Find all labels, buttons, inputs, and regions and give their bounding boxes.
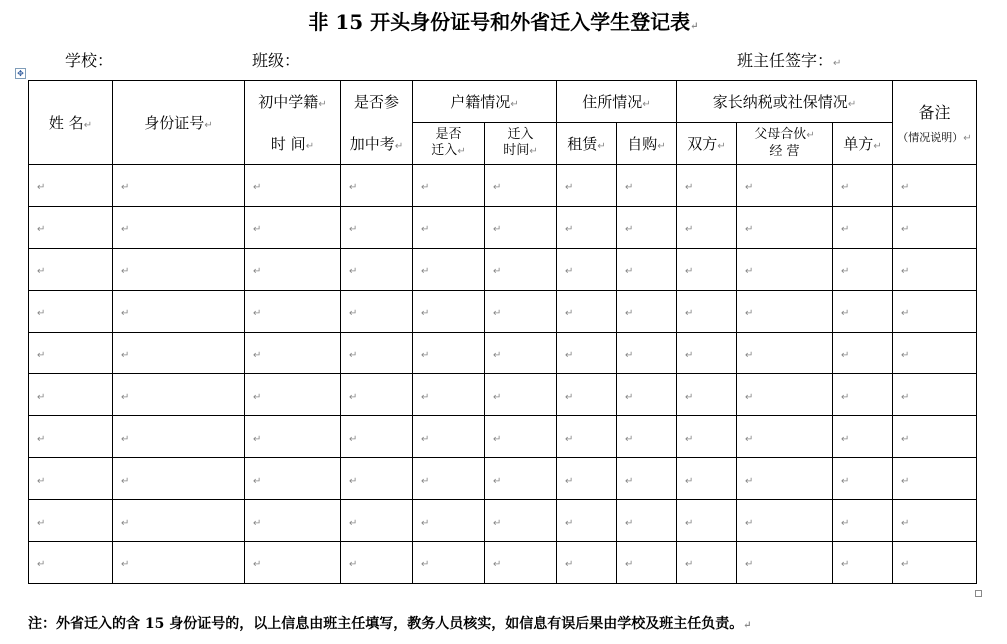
remarks-sub: （情况说明）↵ (897, 131, 972, 144)
paragraph-mark: ↵ (901, 308, 910, 320)
table-move-handle-icon[interactable]: ✥ (15, 68, 26, 79)
paragraph-mark: ↵ (625, 350, 634, 361)
table-cell[interactable] (677, 374, 737, 416)
paragraph-mark: ↵ (841, 308, 850, 320)
header-rent: 租赁↵ (557, 123, 617, 165)
table-cell[interactable] (677, 248, 737, 290)
teacher-sign-text: 班主任签字： (737, 51, 834, 70)
table-cell[interactable] (485, 332, 557, 374)
paragraph-mark: ↵ (253, 475, 262, 487)
footnote: 注：外省迁入的含 15 身份证号的，以上信息由班主任填写，教务人员核实，如信息有误后果由学校及班主任负责。↵ (28, 616, 752, 632)
paragraph-mark: ↵ (565, 433, 574, 445)
table-cell[interactable] (737, 248, 833, 290)
paragraph-mark: ↵ (565, 350, 574, 361)
paragraph-mark: ↵ (349, 224, 358, 236)
paragraph-mark: ↵ (37, 433, 46, 445)
header-parent-tax: 家长纳税或社保情况↵ (677, 81, 893, 123)
paragraph-mark: ↵ (685, 559, 694, 571)
paragraph-mark: ↵ (841, 266, 850, 278)
title-text: 非 15 开头身份证号和外省迁入学生登记表 (308, 10, 691, 34)
remarks-label: 备注 (918, 103, 951, 122)
paragraph-mark: ↵ (493, 182, 502, 194)
header-name: 姓 名↵ (29, 81, 113, 165)
table-cell[interactable] (557, 248, 617, 290)
paragraph-mark: ↵ (37, 350, 46, 361)
paragraph-mark: ↵ (493, 266, 502, 278)
table-cell[interactable] (113, 165, 245, 207)
paragraph-mark: ↵ (121, 266, 130, 278)
table-cell[interactable] (113, 542, 245, 584)
table-cell[interactable] (29, 500, 113, 542)
paragraph-mark: ↵ (565, 224, 574, 236)
paragraph-mark: ↵ (421, 182, 430, 194)
paragraph-mark: ↵ (745, 433, 754, 445)
table-cell[interactable] (737, 290, 833, 332)
table-cell[interactable] (833, 416, 893, 458)
table-cell[interactable] (341, 542, 413, 584)
table-cell[interactable] (341, 416, 413, 458)
paragraph-mark: ↵ (901, 559, 910, 571)
table-cell[interactable] (737, 458, 833, 500)
table-cell[interactable] (113, 290, 245, 332)
teacher-sign-label (737, 48, 841, 71)
table-row (29, 542, 977, 584)
table-cell[interactable] (341, 248, 413, 290)
table-cell[interactable] (893, 416, 977, 458)
paragraph-mark: ↵ (745, 391, 754, 403)
paragraph-mark: ↵ (745, 517, 754, 529)
table-cell[interactable] (29, 416, 113, 458)
paragraph-mark: ↵ (625, 517, 634, 529)
table-cell[interactable] (833, 500, 893, 542)
paragraph-mark: ↵ (121, 350, 130, 361)
paragraph-mark: ↵ (685, 350, 694, 361)
table-cell[interactable] (341, 332, 413, 374)
paragraph-mark: ↵ (493, 224, 502, 236)
paragraph-mark: ↵ (901, 224, 910, 236)
table-cell[interactable] (245, 542, 341, 584)
paragraph-mark: ↵ (349, 475, 358, 487)
paragraph-mark: ↵ (625, 308, 634, 320)
table-cell[interactable] (893, 500, 977, 542)
paragraph-mark: ↵ (685, 475, 694, 487)
paragraph-mark: ↵ (841, 224, 850, 236)
table-cell[interactable] (893, 290, 977, 332)
table-cell[interactable] (245, 458, 341, 500)
table-cell[interactable] (245, 290, 341, 332)
table-cell[interactable] (833, 165, 893, 207)
paragraph-mark: ↵ (833, 58, 842, 69)
table-cell[interactable] (341, 165, 413, 207)
paragraph-mark: ↵ (625, 433, 634, 445)
paragraph-mark: ↵ (493, 475, 502, 487)
paragraph-mark: ↵ (121, 475, 130, 487)
paragraph-mark: ↵ (745, 266, 754, 278)
table-cell[interactable] (29, 542, 113, 584)
table-cell[interactable] (557, 332, 617, 374)
registration-table (28, 80, 977, 584)
table-cell[interactable] (29, 290, 113, 332)
paragraph-mark: ↵ (37, 559, 46, 571)
table-row (29, 416, 977, 458)
paragraph-mark: ↵ (901, 266, 910, 278)
table-cell[interactable] (893, 248, 977, 290)
paragraph-mark: ↵ (421, 350, 430, 361)
paragraph-mark: ↵ (625, 182, 634, 194)
paragraph-mark: ↵ (493, 350, 502, 361)
paragraph-mark: ↵ (421, 433, 430, 445)
table-row (29, 374, 977, 416)
paragraph-mark: ↵ (745, 182, 754, 194)
table-cell[interactable] (557, 542, 617, 584)
paragraph-mark: ↵ (565, 266, 574, 278)
paragraph-mark: ↵ (421, 391, 430, 403)
table-cell[interactable] (617, 374, 677, 416)
table-cell[interactable] (893, 458, 977, 500)
table-cell[interactable] (833, 542, 893, 584)
table-cell[interactable] (617, 332, 677, 374)
table-cell[interactable] (341, 500, 413, 542)
paragraph-mark: ↵ (349, 182, 358, 194)
paragraph-mark: ↵ (253, 350, 262, 361)
paragraph-mark: ↵ (37, 266, 46, 278)
table-cell[interactable] (245, 332, 341, 374)
table-cell[interactable] (413, 248, 485, 290)
table-cell[interactable] (617, 416, 677, 458)
paragraph-mark: ↵ (625, 559, 634, 571)
paragraph-mark: ↵ (37, 224, 46, 236)
paragraph-mark: ↵ (253, 517, 262, 529)
table-resize-handle-icon[interactable] (975, 590, 982, 597)
paragraph-mark: ↵ (253, 224, 262, 236)
paragraph-mark: ↵ (37, 308, 46, 320)
table-row (29, 165, 977, 207)
table-cell[interactable] (677, 416, 737, 458)
header-row-1 (29, 81, 977, 123)
table-cell[interactable] (341, 374, 413, 416)
table-cell[interactable] (617, 248, 677, 290)
table-cell[interactable] (485, 165, 557, 207)
paragraph-mark: ↵ (745, 475, 754, 487)
paragraph-mark: ↵ (121, 559, 130, 571)
table-cell[interactable] (113, 332, 245, 374)
paragraph-mark: ↵ (421, 517, 430, 529)
table-cell[interactable] (557, 165, 617, 207)
table-cell[interactable] (413, 206, 485, 248)
paragraph-mark: ↵ (565, 391, 574, 403)
table-cell[interactable] (617, 290, 677, 332)
table-row (29, 458, 977, 500)
paragraph-mark: ↵ (253, 182, 262, 194)
table-cell[interactable] (485, 458, 557, 500)
table-cell[interactable] (833, 458, 893, 500)
paragraph-mark: ↵ (121, 308, 130, 320)
paragraph-mark: ↵ (685, 224, 694, 236)
table-cell[interactable] (893, 374, 977, 416)
table-cell[interactable] (677, 458, 737, 500)
table-cell[interactable] (557, 458, 617, 500)
school-label: 学校： (65, 51, 114, 70)
paragraph-mark: ↵ (493, 391, 502, 403)
table-cell[interactable] (557, 290, 617, 332)
table-cell[interactable] (737, 165, 833, 207)
header-own: 自购↵ (617, 123, 677, 165)
table-cell[interactable] (113, 248, 245, 290)
paragraph-mark: ↵ (493, 308, 502, 320)
table-cell[interactable] (893, 206, 977, 248)
paragraph-mark: ↵ (841, 559, 850, 571)
table-row (29, 248, 977, 290)
paragraph-mark: ↵ (901, 433, 910, 445)
table-cell[interactable] (341, 206, 413, 248)
table-cell[interactable] (245, 416, 341, 458)
table-cell[interactable] (677, 206, 737, 248)
paragraph-mark: ↵ (37, 391, 46, 403)
table-cell[interactable] (737, 374, 833, 416)
table-cell[interactable] (737, 500, 833, 542)
table-cell[interactable] (617, 542, 677, 584)
paragraph-mark: ↵ (121, 224, 130, 236)
paragraph-mark: ↵ (901, 350, 910, 361)
table-cell[interactable] (413, 290, 485, 332)
paragraph-mark: ↵ (841, 350, 850, 361)
paragraph-mark: ↵ (625, 475, 634, 487)
header-hukou-migrated: 是否 迁入↵ (413, 123, 485, 165)
table-cell[interactable] (413, 416, 485, 458)
table-cell[interactable] (485, 542, 557, 584)
table-cell[interactable] (413, 332, 485, 374)
paragraph-mark: ↵ (37, 517, 46, 529)
table-cell[interactable] (617, 458, 677, 500)
paragraph-mark: ↵ (690, 21, 699, 32)
paragraph-mark: ↵ (349, 391, 358, 403)
table-cell[interactable] (341, 458, 413, 500)
paragraph-mark: ↵ (685, 182, 694, 194)
table-cell[interactable] (737, 206, 833, 248)
paragraph-mark: ↵ (565, 475, 574, 487)
paragraph-mark: ↵ (745, 224, 754, 236)
table-cell[interactable] (557, 374, 617, 416)
paragraph-mark: ↵ (121, 433, 130, 445)
table-cell[interactable] (677, 165, 737, 207)
paragraph-mark: ↵ (565, 308, 574, 320)
paragraph-mark: ↵ (253, 559, 262, 571)
header-remarks (893, 81, 977, 165)
paragraph-mark: ↵ (565, 517, 574, 529)
header-id-number: 身份证号↵ (113, 81, 245, 165)
header-residence: 住所情况↵ (557, 81, 677, 123)
table-row (29, 206, 977, 248)
table-cell[interactable] (245, 500, 341, 542)
table-cell[interactable] (341, 290, 413, 332)
table-cell[interactable] (413, 374, 485, 416)
table-cell[interactable] (677, 290, 737, 332)
paragraph-mark: ↵ (625, 266, 634, 278)
paragraph-mark: ↵ (421, 308, 430, 320)
paragraph-mark: ↵ (841, 391, 850, 403)
paragraph-mark: ↵ (253, 308, 262, 320)
table-cell[interactable] (677, 542, 737, 584)
table-cell[interactable] (113, 500, 245, 542)
paragraph-mark: ↵ (421, 559, 430, 571)
table-cell[interactable] (413, 165, 485, 207)
table-cell[interactable] (113, 374, 245, 416)
table-cell[interactable] (737, 416, 833, 458)
table-cell[interactable] (485, 416, 557, 458)
table-cell[interactable] (893, 165, 977, 207)
paragraph-mark: ↵ (253, 391, 262, 403)
paragraph-mark: ↵ (253, 266, 262, 278)
paragraph-mark: ↵ (253, 433, 262, 445)
header-single: 单方↵ (833, 123, 893, 165)
paragraph-mark: ↵ (901, 391, 910, 403)
table-cell[interactable] (485, 248, 557, 290)
table-cell[interactable] (617, 165, 677, 207)
paragraph-mark: ↵ (685, 433, 694, 445)
paragraph-mark: ↵ (349, 559, 358, 571)
paragraph-mark: ↵ (745, 559, 754, 571)
paragraph-mark: ↵ (565, 559, 574, 571)
table-body (29, 165, 977, 584)
table-row (29, 290, 977, 332)
table-cell[interactable] (737, 542, 833, 584)
paragraph-mark: ↵ (421, 266, 430, 278)
table-cell[interactable] (485, 290, 557, 332)
paragraph-mark: ↵ (121, 182, 130, 194)
table-cell[interactable] (833, 290, 893, 332)
paragraph-mark: ↵ (841, 475, 850, 487)
table-cell[interactable] (485, 500, 557, 542)
table-cell[interactable] (29, 332, 113, 374)
paragraph-mark: ↵ (901, 475, 910, 487)
table-cell[interactable] (677, 332, 737, 374)
header-hukou: 户籍情况↵ (413, 81, 557, 123)
table-cell[interactable] (113, 458, 245, 500)
header-both: 双方↵ (677, 123, 737, 165)
paragraph-mark: ↵ (349, 433, 358, 445)
paragraph-mark: ↵ (349, 266, 358, 278)
table-cell[interactable] (245, 374, 341, 416)
paragraph-mark: ↵ (625, 391, 634, 403)
paragraph-mark: ↵ (901, 517, 910, 529)
table-cell[interactable] (557, 206, 617, 248)
table-cell[interactable] (617, 206, 677, 248)
class-label: 班级： (252, 51, 301, 70)
header-junior-reg-top: 初中学籍↵ (245, 81, 341, 123)
paragraph-mark: ↵ (685, 517, 694, 529)
table-cell[interactable] (833, 332, 893, 374)
table-row (29, 332, 977, 374)
table-cell[interactable] (245, 248, 341, 290)
table-row (29, 500, 977, 542)
paragraph-mark: ↵ (841, 182, 850, 194)
table-cell[interactable] (485, 374, 557, 416)
table-cell[interactable] (833, 374, 893, 416)
paragraph-mark: ↵ (349, 517, 358, 529)
header-hukou-time: 迁入 时间↵ (485, 123, 557, 165)
table-cell[interactable] (557, 500, 617, 542)
header-exam-top: 是否参 (341, 81, 413, 123)
table-cell[interactable] (893, 332, 977, 374)
table-cell[interactable] (29, 206, 113, 248)
paragraph-mark: ↵ (37, 475, 46, 487)
paragraph-mark: ↵ (565, 182, 574, 194)
paragraph-mark: ↵ (121, 391, 130, 403)
paragraph-mark: ↵ (685, 391, 694, 403)
paragraph-mark: ↵ (841, 517, 850, 529)
paragraph-mark: ↵ (745, 308, 754, 320)
paragraph-mark: ↵ (121, 517, 130, 529)
table-cell[interactable] (737, 332, 833, 374)
table-cell[interactable] (29, 374, 113, 416)
table-cell[interactable] (413, 458, 485, 500)
header-partnership: 父母合伙↵ 经 营 (737, 123, 833, 165)
paragraph-mark: ↵ (37, 182, 46, 194)
table-cell[interactable] (617, 500, 677, 542)
paragraph-mark: ↵ (421, 475, 430, 487)
paragraph-mark: ↵ (349, 308, 358, 320)
header-exam-bottom: 加中考↵ (341, 123, 413, 165)
paragraph-mark: ↵ (685, 266, 694, 278)
paragraph-mark: ↵ (745, 350, 754, 361)
paragraph-mark: ↵ (625, 224, 634, 236)
table-cell[interactable] (413, 500, 485, 542)
table-cell[interactable] (245, 206, 341, 248)
table-cell[interactable] (833, 206, 893, 248)
table-cell[interactable] (29, 458, 113, 500)
table-cell[interactable] (113, 416, 245, 458)
paragraph-mark: ↵ (421, 224, 430, 236)
table-cell[interactable] (893, 542, 977, 584)
paragraph-mark: ↵ (349, 350, 358, 361)
paragraph-mark: ↵ (841, 433, 850, 445)
paragraph-mark: ↵ (493, 433, 502, 445)
paragraph-mark: ↵ (493, 559, 502, 571)
paragraph-mark: ↵ (493, 517, 502, 529)
table-cell[interactable] (413, 542, 485, 584)
paragraph-mark: ↵ (901, 182, 910, 194)
page-title (0, 6, 1007, 35)
table-cell[interactable] (113, 206, 245, 248)
table-cell[interactable] (833, 248, 893, 290)
table-cell[interactable] (29, 165, 113, 207)
table-cell[interactable] (557, 416, 617, 458)
table-cell[interactable] (485, 206, 557, 248)
table-cell[interactable] (677, 500, 737, 542)
table-cell[interactable] (245, 165, 341, 207)
table-cell[interactable] (29, 248, 113, 290)
header-junior-reg-bottom: 时 间↵ (245, 123, 341, 165)
paragraph-mark: ↵ (685, 308, 694, 320)
